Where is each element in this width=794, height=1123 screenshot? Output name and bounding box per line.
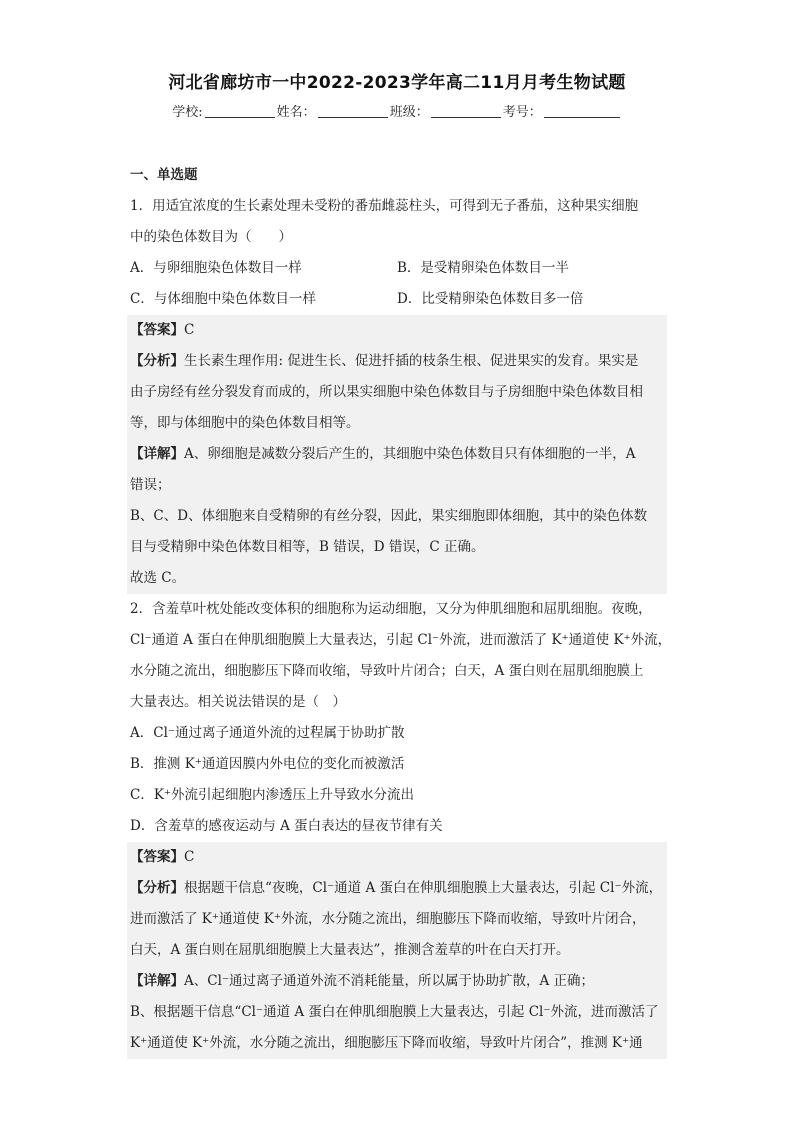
q2-detail-line: B、根据题干信息“Cl⁻通道 A 蛋白在伸肌细胞膜上大量表达，引起 Cl⁻外流，进而激活了 <box>130 1004 659 1020</box>
q2-option-d: D．含羞草的感夜运动与 A 蛋白表达的昼夜节律有关 <box>130 818 443 834</box>
id-blank[interactable] <box>544 104 620 118</box>
q1-stem-line: 1．用适宜浓度的生长素处理未受粉的番茄雌蕊柱头，可得到无子番茄，这种果实细胞 <box>130 198 639 214</box>
q2-answer-line <box>130 842 667 873</box>
q2-option-b: B．推测 K⁺通道因膜内外电位的变化而被激活 <box>130 756 405 772</box>
q2-solution-block <box>127 842 667 1059</box>
q1-option-d: D．比受精卵染色体数目多一倍 <box>397 291 584 307</box>
q2-detail-line: K⁺通道使 K⁺外流，水分随之流出，细胞膨压下降而收缩，导致叶片闭合”，推测 K⁺通 <box>130 1035 643 1051</box>
q2-detail-text: A、Cl⁻通过离子通道外流不消耗能量，所以属于协助扩散，A 正确； <box>184 973 595 989</box>
q2-stem-line: 2．含羞草叶枕处能改变体积的细胞称为运动细胞，又分为伸肌细胞和屈肌细胞。夜晚， <box>130 601 652 617</box>
analysis-tag: 【分析】 <box>130 353 184 369</box>
q2-stem-line: 大量表达。相关说法错误的是（ ） <box>130 694 346 710</box>
name-label: 姓名： <box>276 105 316 120</box>
detail-tag: 【详解】 <box>130 973 184 989</box>
class-blank[interactable] <box>431 104 501 118</box>
q1-options-row <box>130 253 664 284</box>
q1-answer-line <box>130 315 667 346</box>
q1-analysis-line: 由子房经有丝分裂发育而成的，所以果实细胞中染色体数目与子房细胞中染色体数目相 <box>130 384 643 400</box>
answer-tag: 【答案】 <box>130 849 184 865</box>
q1-conclusion: 故选 C。 <box>130 570 186 586</box>
q2-detail-line <box>130 966 667 997</box>
q2-analysis-line <box>130 873 667 904</box>
q1-detail-line: B、C、D、体细胞来自受精卵的有丝分裂，因此，果实细胞即体细胞，其中的染色体数 <box>130 508 648 524</box>
q2-stem-line: 水分随之流出，细胞膨压下降而收缩，导致叶片闭合；白天，A 蛋白则在屈肌细胞膜上 <box>130 663 644 679</box>
q1-detail-text: A、卵细胞是减数分裂后产生的，其细胞中染色体数目只有体细胞的一半，A <box>184 446 636 462</box>
q2-answer: C <box>184 849 195 865</box>
q2-analysis-text: 根据题干信息“夜晚，Cl⁻通道 A 蛋白在伸肌细胞膜上大量表达，引起 Cl⁻外流， <box>184 880 663 896</box>
q2-option-c: C．K⁺外流引起细胞内渗透压上升导致水分流出 <box>130 787 415 803</box>
q1-option-b: B．是受精卵染色体数目一半 <box>397 260 569 276</box>
detail-tag: 【详解】 <box>130 446 184 462</box>
analysis-tag: 【分析】 <box>130 880 184 896</box>
q1-option-a: A．与卵细胞染色体数目一样 <box>130 260 302 276</box>
q1-analysis-line: 等，即与体细胞中的染色体数目相等。 <box>130 415 360 431</box>
student-info-line <box>0 101 794 120</box>
q1-detail-line <box>130 439 667 470</box>
q1-solution-block <box>127 315 667 594</box>
q1-detail-line: 目与受精卵中染色体数目相等，B 错误，D 错误，C 正确。 <box>130 539 485 555</box>
answer-tag: 【答案】 <box>130 322 184 338</box>
class-label: 班级： <box>389 105 429 120</box>
q1-analysis-text: 生长素生理作用: 促进生长、促进扦插的枝条生根、促进果实的发育。果实是 <box>184 353 639 369</box>
q1-stem-line: 中的染色体数目为（ ） <box>130 229 292 245</box>
q1-options-row <box>130 284 664 315</box>
q1-detail-line: 错误； <box>130 477 171 493</box>
q1-option-c: C．与体细胞中染色体数目一样 <box>130 291 316 307</box>
q1-analysis-line <box>130 346 667 377</box>
q1-answer: C <box>184 322 195 338</box>
id-label: 考号： <box>502 105 542 120</box>
q2-analysis-line: 进而激活了 K⁺通道使 K⁺外流，水分随之流出，细胞膨压下降而收缩，导致叶片闭合， <box>130 911 646 927</box>
page-title: 河北省廊坊市一中2022-2023学年高二11月月考生物试题 <box>168 73 626 93</box>
name-blank[interactable] <box>318 104 388 118</box>
question-content <box>130 160 672 1059</box>
q2-stem-line: Cl⁻通道 A 蛋白在伸肌细胞膜上大量表达，引起 Cl⁻外流，进而激活了 K⁺通道使 K⁺外流， <box>130 632 672 648</box>
q2-analysis-line: 白天，A 蛋白则在屈肌细胞膜上大量表达”，推测含羞草的叶在白天打开。 <box>130 942 570 958</box>
school-blank[interactable] <box>205 104 275 118</box>
section-heading: 一、单选题 <box>130 167 198 183</box>
school-label: 学校: <box>172 105 203 120</box>
q2-option-a: A．Cl⁻通过离子通道外流的过程属于协助扩散 <box>130 725 405 741</box>
